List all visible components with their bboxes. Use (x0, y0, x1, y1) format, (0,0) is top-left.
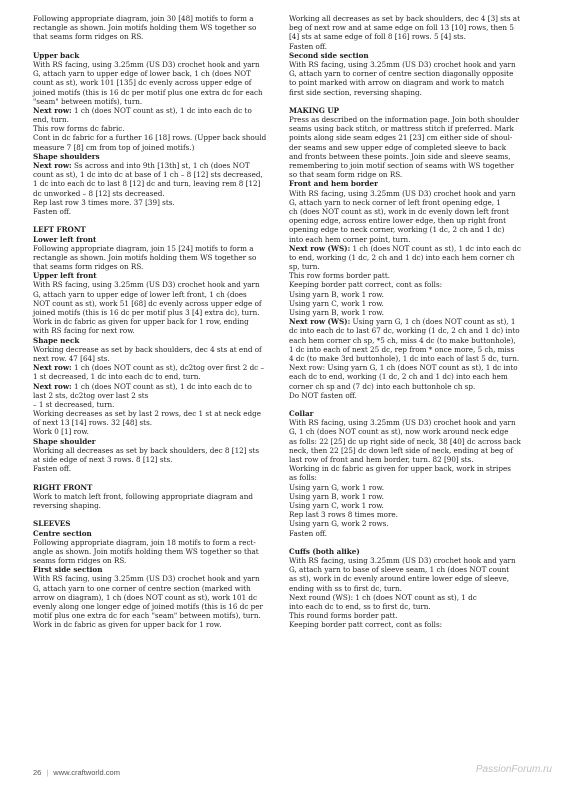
section-heading: Cuffs (both alike) (289, 546, 360, 556)
section-heading: Second side section (289, 50, 369, 60)
text-line: Work 0 [1] row. (33, 427, 89, 437)
text-line: With RS facing, using 3.25mm (US D3) crochet hook and yarn (33, 574, 260, 584)
section-heading: Shape shoulder (33, 436, 96, 446)
footer-separator: | (46, 768, 49, 777)
section-heading: SLEEVES (33, 519, 71, 529)
text-line: Cont in dc fabric for a further 16 [18] rows. (Upper back should (33, 133, 267, 143)
text-line: opening edge to neck corner, working (1 dc, 2 ch and 1 dc) (289, 225, 505, 235)
text-line: motif plus one extra dc for each "seam" between motifs), turn. (33, 611, 261, 621)
text-line: remembering to join motif section of seams with WS together (289, 161, 515, 170)
text-line: This row forms dc fabric. (33, 124, 125, 134)
section-heading: MAKING UP (289, 105, 340, 115)
text-line: Using yarn C, work 1 row. (289, 298, 384, 308)
text-line: Next row (WS): 1 ch (does NOT count as st), 1 dc into each dc (289, 243, 521, 253)
text-line: points along side seam edges 21 [23] cm either side of shoul- (289, 133, 513, 143)
section-heading: Lower left front (33, 234, 97, 244)
text-line: – 1 st decreased, turn. (33, 399, 115, 409)
text-line: Rep last row 3 times more. 37 [39] sts. (33, 197, 175, 207)
text-line: Working in dc fabric as given for upper back, work in stripes (289, 464, 511, 474)
paragraph-gap (289, 538, 543, 547)
section-heading: First side section (33, 565, 103, 575)
text-line: joined motifs (this is 16 dc per motif plus one extra dc for each (33, 87, 263, 97)
text-line: last row of front and hem border, turn. 82 [90] sts. (289, 455, 474, 464)
text-line: Work in dc fabric as given for upper back for 1 row, ending (33, 317, 249, 327)
text-line: corner ch sp and (7 dc) into each buttonhole ch sp. (289, 381, 476, 391)
text-line: 1 dc into each dc to last 8 [12] dc and turn, leaving rem 8 [12] (33, 179, 261, 189)
text-line: with RS facing for next row. (33, 326, 135, 336)
text-line: end, turn. (33, 115, 69, 125)
text-line: [4] sts at same edge of foll 8 [16] rows. 5 [4] sts. (289, 32, 466, 42)
section-heading: Upper left front (33, 271, 97, 281)
text-line: Fasten off. (289, 41, 327, 51)
text-line: With RS facing, using 3.25mm (US D3) crochet hook and yarn (289, 418, 516, 428)
left-text-column (33, 14, 287, 630)
text-line: Fasten off. (289, 528, 327, 538)
paragraph-gap (33, 510, 287, 519)
text-line: Next round (WS): 1 ch (does NOT count as st), 1 dc (289, 592, 477, 602)
text-line: of next 13 [14] rows. 32 [48] sts. (33, 418, 153, 428)
text-line: seams using back stitch, or mattress stitch if preferred. Mark (289, 124, 514, 134)
text-line: as folls: 22 [25] dc up right side of neck, 38 [40] dc across back (289, 436, 521, 446)
text-line: Working all decreases as set by back shoulders, dec 4 [3] sts at (289, 14, 520, 23)
text-line: G, 1 ch (does NOT count as st), now work around neck edge (289, 427, 509, 437)
text-line: count as st), 1 dc into dc at base of 1 ch – 8 [12] sts decreased, (33, 170, 263, 180)
page-footer (33, 768, 120, 777)
text-line: ending with ss to first dc, turn. (289, 583, 402, 593)
text-line: Next row: Using yarn G, 1 ch (does NOT count as st), 1 dc into (289, 363, 518, 373)
text-line: With RS facing, using 3.25mm (US D3) crochet hook and yarn (289, 188, 516, 198)
text-line: seams form ridges on RS. (33, 556, 127, 566)
text-line: that seams form ridges on RS. (33, 262, 144, 272)
text-line: dc unworked – 8 [12] sts decreased. (33, 188, 165, 198)
text-line: der seams and sew upper edge of completed sleeve to back (289, 142, 507, 152)
text-line: Fasten off. (33, 464, 71, 474)
text-line: With RS facing, using 3.25mm (US D3) crochet hook and yarn (33, 280, 260, 290)
paragraph-gap (289, 400, 543, 409)
text-line: G, attach yarn to one corner of centre section (marked with (33, 583, 251, 593)
text-line: With RS facing, using 3.25mm (US D3) crochet hook and yarn (289, 59, 516, 69)
right-text-column (289, 14, 543, 630)
text-line: Next row: Ss across and into 9th [13th] st, 1 ch (does NOT (33, 161, 250, 170)
text-line: ch (does NOT count as st), work in dc evenly down left front (289, 206, 509, 216)
watermark: PassionForum.ru (475, 764, 552, 775)
text-line: Next row: 1 ch (does NOT count as st), 1 dc into each dc to (33, 105, 252, 115)
text-line: as folls: (289, 473, 317, 483)
text-line: dc into each dc to last 67 dc, working (1 dc, 2 ch and 1 dc) into (289, 326, 520, 336)
text-line: so that seam form ridge on RS. (289, 170, 403, 180)
text-line: at side edge of next 3 rows. 8 [12] sts. (33, 455, 173, 464)
text-line: beg of next row and at same edge on foll 13 [10] rows, then 5 (289, 23, 514, 33)
text-line: Using yarn G, work 1 row. (289, 482, 385, 492)
text-line: reversing shaping. (33, 500, 101, 510)
text-line: Using yarn G, work 2 rows. (289, 519, 389, 529)
text-line: count as st), work 101 [135] dc evenly across upper edge of (33, 78, 252, 88)
section-heading: LEFT FRONT (33, 225, 86, 235)
text-line: measure 7 [8] cm from top of joined motifs.) (33, 142, 195, 152)
text-line: Using yarn B, work 1 row. (289, 289, 384, 299)
text-line: Next row: 1 ch (does NOT count as st), 1 dc into each dc to (33, 381, 252, 391)
text-line: Working decrease as set by back shoulders, dec 4 sts at end of (33, 344, 262, 354)
section-heading: Front and hem border (289, 179, 378, 189)
text-line: first side section, reversing shaping. (289, 87, 422, 97)
text-line: Keeping border patt correct, cont as folls: (289, 620, 443, 630)
text-line: to end, working (1 dc, 2 ch and 1 dc) into each hem corner ch (289, 252, 515, 262)
text-line: rectangle as shown. Join motifs holding them WS together so (33, 252, 257, 262)
text-line: G, attach yarn to upper edge of lower back, 1 ch (does NOT (33, 69, 251, 79)
text-line: joined motifs (this is 16 dc per motif plus 3 [4] extra dc), turn. (33, 308, 260, 317)
section-heading: Upper back (33, 50, 80, 60)
text-line: Using yarn B, work 1 row. (289, 308, 384, 317)
text-line: G, attach yarn to base of sleeve seam, 1 ch (does NOT count (289, 565, 510, 575)
text-line: Next row: 1 ch (does NOT count as st), dc2tog over first 2 dc – (33, 363, 265, 373)
text-line: Work to match left front, following appropriate diagram and (33, 491, 253, 501)
paragraph-gap (33, 42, 287, 51)
text-line: each hem corner ch sp, *5 ch, miss 4 dc (to make buttonhole), (289, 335, 516, 345)
text-line: "seam" between motifs), turn. (33, 96, 143, 106)
text-line: as st), work in dc evenly around entire lower edge of sleeve, (289, 574, 510, 584)
text-line: Fasten off. (33, 206, 71, 216)
text-line: last 2 sts, dc2tog over last 2 sts (33, 390, 149, 400)
text-line: Using yarn B, work 1 row. (289, 491, 384, 501)
page-number: 26 (33, 768, 42, 777)
text-line: Next row (WS): Using yarn G, 1 ch (does NOT count as st), 1 (289, 317, 516, 327)
paragraph-gap (289, 97, 543, 106)
text-line: Using yarn C, work 1 row. (289, 500, 384, 510)
text-line: With RS facing, using 3.25mm (US D3) crochet hook and yarn (33, 59, 260, 69)
text-line: opening edge, across entire lower edge, then up right front (289, 216, 506, 226)
text-line: and fronts between these points. Join side and sleeve seams, (289, 151, 511, 161)
text-line: into each dc to end, ss to first dc, turn. (289, 602, 431, 611)
text-line: next row. 47 [64] sts. (33, 353, 110, 363)
text-line: rectangle as shown. Join motifs holding them WS together so (33, 23, 257, 33)
text-line: angle as shown. Join motifs holding them WS together so that (33, 546, 259, 556)
text-line: sp, turn. (289, 262, 320, 272)
text-line: Following appropriate diagram, join 18 motifs to form a rect- (33, 537, 256, 547)
footer-website: www.craftworld.com (53, 768, 120, 777)
text-line: to point marked with arrow on diagram and work to match (289, 78, 505, 88)
text-line: Following appropriate diagram, join 30 [48] motifs to form a (33, 14, 254, 23)
text-line: G, attach yarn to neck corner of left front opening edge, 1 (289, 197, 501, 207)
text-line: Press as described on the information page. Join both shoulder (289, 115, 519, 125)
text-line: Working decreases as set by last 2 rows, dec 1 st at neck edge (33, 409, 261, 419)
section-heading: Shape shoulders (33, 151, 100, 161)
text-line: Do NOT fasten off. (289, 390, 357, 400)
text-line: neck, then 22 [25] dc down left side of neck, ending at beg of (289, 445, 513, 455)
text-line: 1 dc into each of next 25 dc, rep from * once more, 5 ch, miss (289, 344, 515, 354)
text-line: Following appropriate diagram, join 15 [24] motifs to form a (33, 243, 254, 253)
paragraph-gap (33, 216, 287, 225)
section-heading: RIGHT FRONT (33, 482, 93, 492)
paragraph-gap (33, 473, 287, 482)
section-heading: Collar (289, 409, 314, 419)
text-line: With RS facing, using 3.25mm (US D3) crochet hook and yarn (289, 556, 516, 566)
text-line: into each hem corner point, turn. (289, 234, 411, 244)
text-line: each dc to end, working (1 dc, 2 ch and 1 dc) into each hem (289, 372, 508, 382)
section-heading: Centre section (33, 528, 92, 538)
text-line: Working all decreases as set by back shoulders, dec 8 [12] sts (33, 445, 260, 455)
text-line: G, attach yarn to corner of centre section diagonally opposite (289, 69, 514, 79)
text-line: NOT count as st), work 51 [68] dc evenly across upper edge of (33, 298, 262, 308)
text-line: Work in dc fabric as given for upper back for 1 row. (33, 620, 222, 630)
text-line: arrow on diagram), 1 ch (does NOT count as st), work 101 dc (33, 592, 258, 602)
text-line: Rep last 3 rows 8 times more. (289, 510, 398, 520)
text-line: G, attach yarn to upper edge of lower left front, 1 ch (does (33, 289, 247, 299)
text-line: 1 st decreased, 1 dc into each dc to end, turn. (33, 372, 201, 382)
text-line: This round forms border patt. (289, 611, 398, 621)
text-line: evenly along one longer edge of joined motifs (this is 16 dc per (33, 602, 263, 611)
text-line: This row forms border patt. (289, 271, 390, 281)
text-line: 4 dc (to make 3rd buttonhole), 1 dc into each of last 5 dc, turn. (289, 353, 520, 363)
text-line: that seams form ridges on RS. (33, 32, 144, 42)
text-line: Keeping border patt correct, cont as folls: (289, 280, 443, 290)
section-heading: Shape neck (33, 335, 80, 345)
